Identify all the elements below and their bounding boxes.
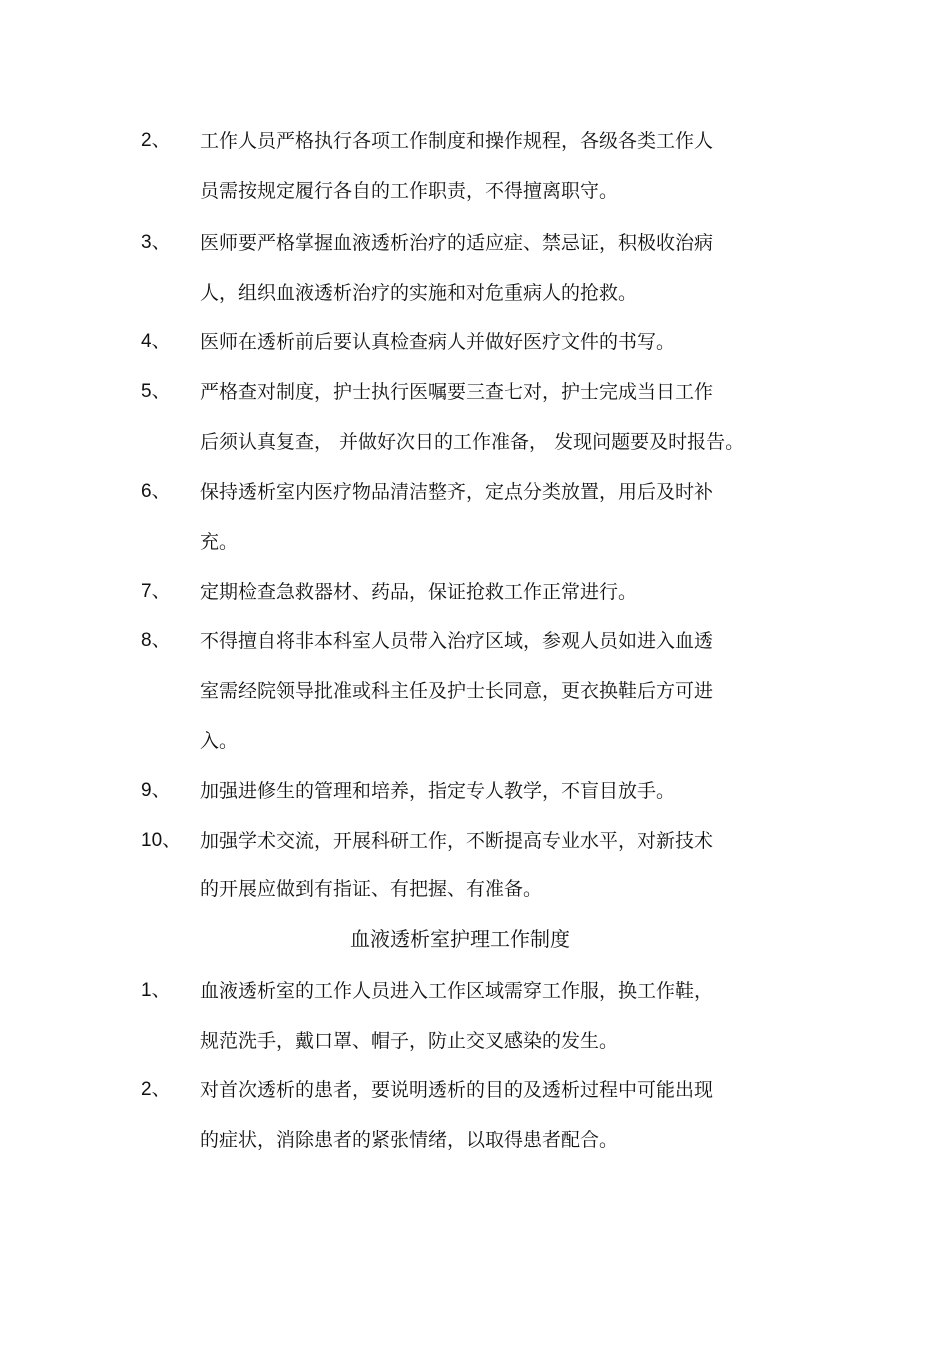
section-heading: 血液透析室护理工作制度 xyxy=(350,927,570,951)
item-text-line: 医师要严格掌握血液透析治疗的适应症、禁忌证，积极收治病 xyxy=(200,232,714,254)
item-text-line: 保持透析室内医疗物品清洁整齐，定点分类放置，用后及时补 xyxy=(200,481,714,503)
item-text-line: 定期检查急救器材、药品，保证抢救工作正常进行。 xyxy=(200,581,638,603)
item-text-line: 入。 xyxy=(200,730,239,752)
item-number: 7、 xyxy=(141,581,171,602)
item-text-line: 加强学术交流，开展科研工作，不断提高专业水平，对新技术 xyxy=(200,830,714,852)
item-number: 2、 xyxy=(141,1079,171,1100)
item-text-line: 血液透析室的工作人员进入工作区域需穿工作服，换工作鞋， xyxy=(200,980,714,1002)
item-text-line: 人，组织血液透析治疗的实施和对危重病人的抢救。 xyxy=(200,282,638,304)
item-number: 9、 xyxy=(141,780,171,801)
item-number: 2、 xyxy=(141,130,171,151)
item-text-line: 加强进修生的管理和培养，指定专人教学，不盲目放手。 xyxy=(200,780,676,802)
item-text-line: 不得擅自将非本科室人员带入治疗区域，参观人员如进入血透 xyxy=(200,630,714,652)
item-text-line: 的开展应做到有指证、有把握、有准备。 xyxy=(200,878,543,900)
item-number: 10、 xyxy=(141,830,182,851)
item-number: 5、 xyxy=(141,381,171,402)
item-number: 6、 xyxy=(141,481,171,502)
item-text-line: 工作人员严格执行各项工作制度和操作规程，各级各类工作人 xyxy=(200,130,714,152)
item-number: 1、 xyxy=(141,980,171,1001)
item-text-line: 医师在透析前后要认真检查病人并做好医疗文件的书写。 xyxy=(200,331,676,353)
item-text-line: 室需经院领导批准或科主任及护士长同意，更衣换鞋后方可进 xyxy=(200,680,714,702)
item-number: 8、 xyxy=(141,630,171,651)
item-text-line: 充。 xyxy=(200,531,239,553)
item-number: 4、 xyxy=(141,331,171,352)
item-text-line: 严格查对制度，护士执行医嘱要三查七对，护士完成当日工作 xyxy=(200,381,714,403)
item-text-line: 规范洗手，戴口罩、帽子，防止交叉感染的发生。 xyxy=(200,1030,619,1052)
item-text-line: 员需按规定履行各自的工作职责，不得擅离职守。 xyxy=(200,180,619,202)
item-number: 3、 xyxy=(141,232,171,253)
item-text-line: 对首次透析的患者，要说明透析的目的及透析过程中可能出现 xyxy=(200,1079,714,1101)
item-text-line: 的症状，消除患者的紧张情绪，以取得患者配合。 xyxy=(200,1129,619,1151)
item-text-line: 后须认真复查， 并做好次日的工作准备， 发现问题要及时报告。 xyxy=(200,431,745,453)
